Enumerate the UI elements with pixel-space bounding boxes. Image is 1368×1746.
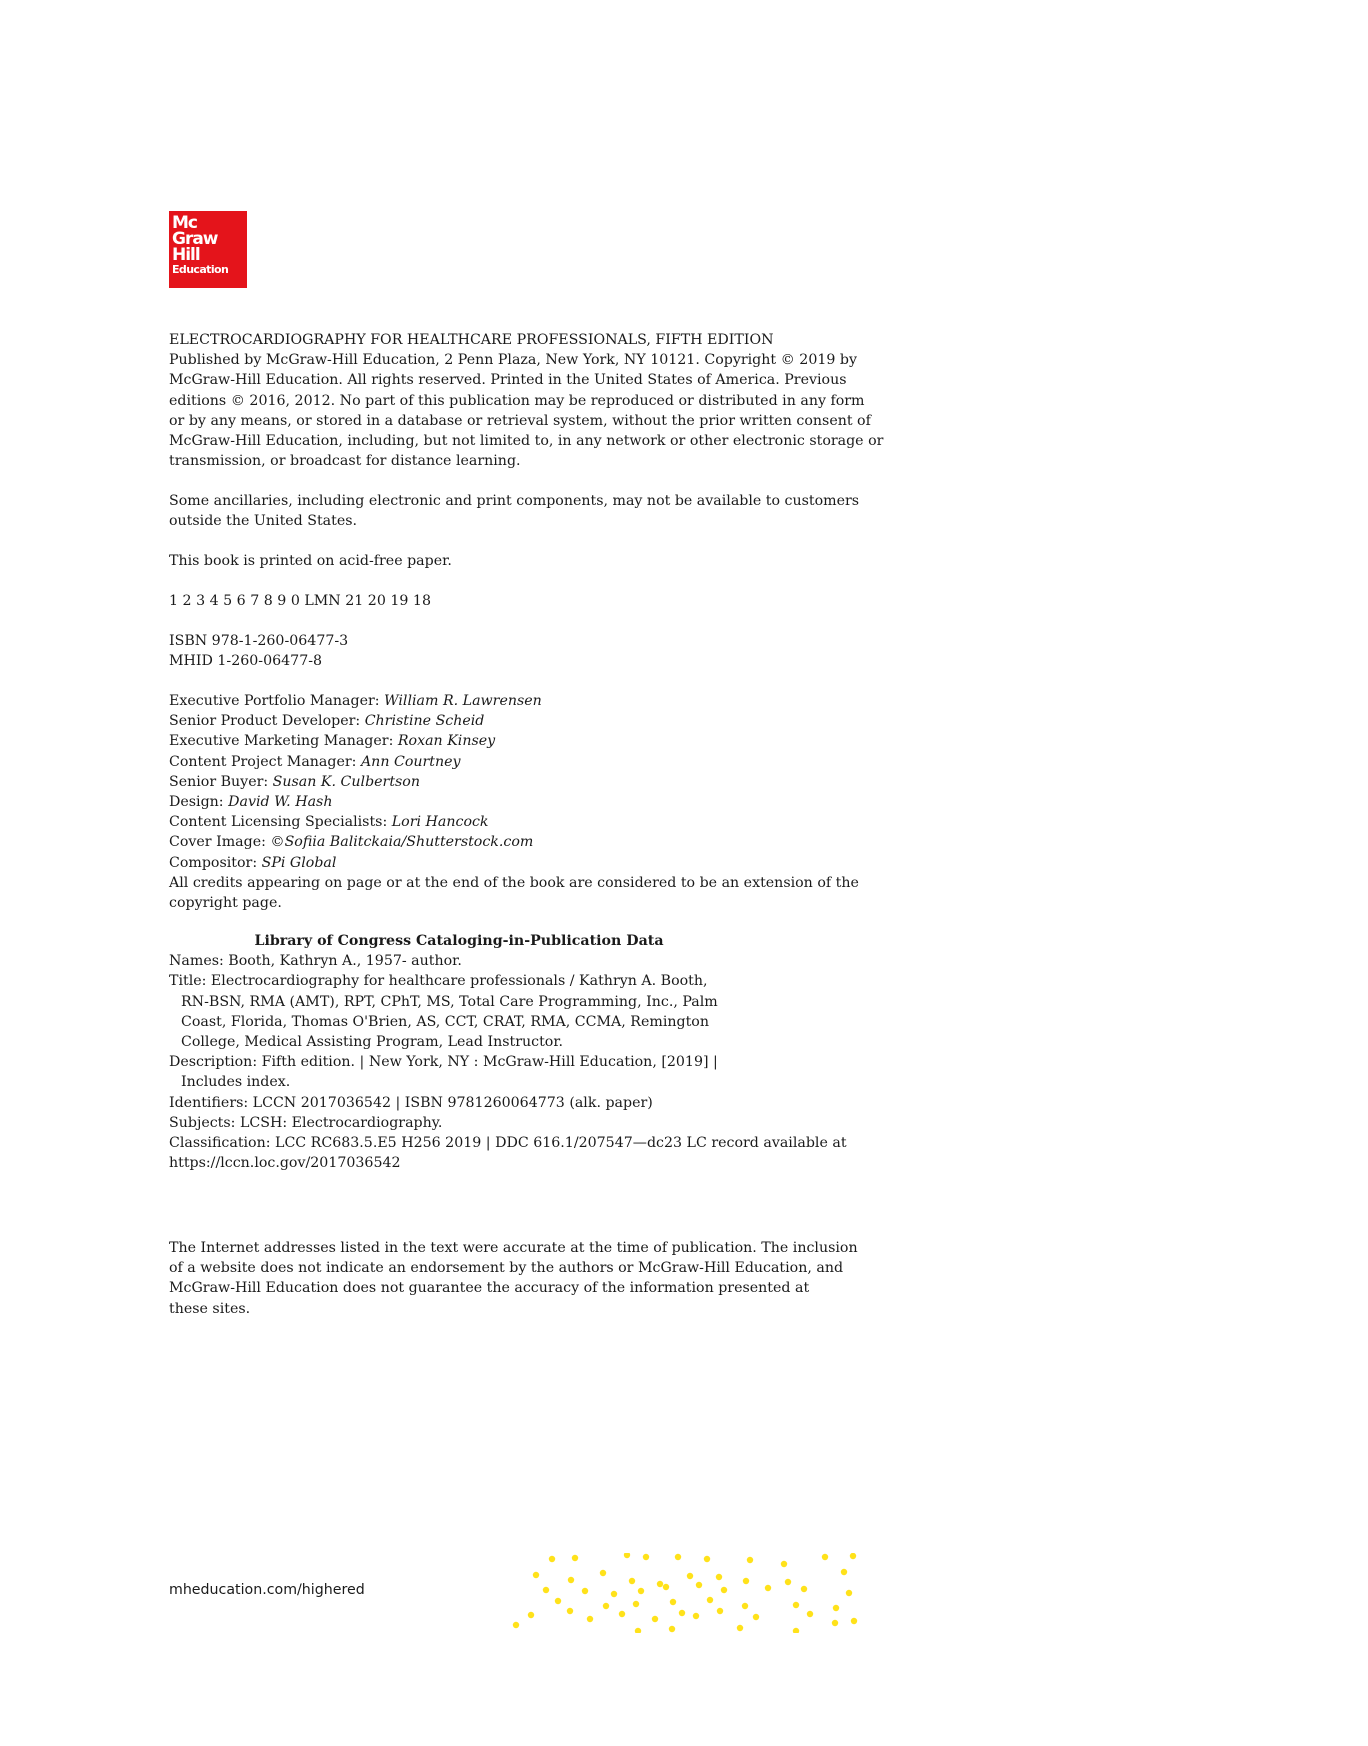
logo-line-3: Hill — [172, 245, 200, 265]
decorative-dot — [822, 1554, 828, 1560]
decorative-dot — [704, 1556, 710, 1562]
decorative-dot — [657, 1581, 663, 1587]
credit-name: Susan K. Culbertson — [272, 773, 420, 790]
decorative-dot — [801, 1586, 807, 1592]
copyright-line: or by any means, or stored in a database or retrieval system, without the prior written consent of — [169, 412, 871, 429]
decorative-dot — [785, 1579, 791, 1585]
internet-note-line: McGraw-Hill Education does not guarantee the accuracy of the information presented at — [169, 1280, 810, 1297]
credit-role: Cover Image: © — [169, 834, 285, 851]
decorative-dot — [846, 1590, 852, 1596]
credit-name: Sofiia Balitckaia/Shutterstock.com — [284, 834, 534, 851]
cip-names: Names: Booth, Kathryn A., 1957- author. — [169, 953, 462, 970]
copyright-line: McGraw-Hill Education. All rights reserved. Printed in the United States of America. Previous — [169, 372, 847, 389]
ancillaries-line: outside the United States. — [169, 513, 358, 530]
decorative-dot — [742, 1603, 748, 1609]
decorative-dot — [850, 1553, 856, 1559]
decorative-dot — [629, 1578, 635, 1584]
decorative-dot — [693, 1613, 699, 1619]
ancillaries-line: Some ancillaries, including electronic and print components, may not be available to customers — [169, 493, 860, 509]
credit-line — [169, 832, 909, 852]
logo-line-1: Mc — [172, 213, 197, 233]
copyright-line: McGraw-Hill Education, including, but not limited to, in any network or other electronic storage or — [169, 433, 884, 450]
credit-line — [169, 752, 909, 772]
credit-name: Lori Hancock — [391, 814, 489, 831]
decorative-dot — [753, 1614, 759, 1620]
decorative-dot — [707, 1597, 713, 1603]
decorative-dot — [638, 1588, 644, 1594]
decorative-dot — [603, 1603, 609, 1609]
decorative-dot — [567, 1608, 573, 1614]
decorative-dot — [635, 1628, 641, 1633]
internet-note-line: of a website does not indicate an endorsement by the authors or McGraw-Hill Education, and — [169, 1260, 844, 1277]
credit-role: Content Project Manager: — [169, 753, 361, 770]
internet-note-line: these sites. — [169, 1300, 251, 1317]
book-title-line: ELECTROCARDIOGRAPHY FOR HEALTHCARE PROFESSIONALS, FIFTH EDITION — [169, 332, 774, 348]
logo-line-4: Education — [172, 263, 229, 276]
credit-name: Roxan Kinsey — [397, 733, 496, 750]
cip-heading: Library of Congress Cataloging-in-Publication Data — [254, 933, 664, 949]
decorative-dot — [549, 1556, 555, 1562]
decorative-dot — [669, 1626, 675, 1632]
credit-name: David W. Hash — [228, 794, 333, 811]
decorative-dot — [568, 1577, 574, 1583]
credit-role: Compositor: — [169, 854, 262, 871]
cip-data-block — [169, 931, 909, 1173]
mhid-text: MHID 1-260-06477-8 — [169, 653, 323, 670]
internet-note — [169, 1238, 909, 1319]
cip-title-line: College, Medical Assisting Program, Lead Instructor. — [181, 1034, 564, 1051]
decorative-dot — [533, 1572, 539, 1578]
decorative-dot — [582, 1588, 588, 1594]
decorative-dot — [721, 1587, 727, 1593]
decorative-dot — [743, 1578, 749, 1584]
cip-classification-line: Classification: LCC RC683.5.E5 H256 2019 | DDC 616.1/207547—dc23 LC record available at — [169, 1135, 847, 1152]
credit-line — [169, 853, 909, 873]
paper-note-text: This book is printed on acid-free paper. — [169, 553, 452, 569]
decorative-dot — [765, 1585, 771, 1591]
copyright-line: Published by McGraw-Hill Education, 2 Penn Plaza, New York, NY 10121. Copyright © 2019 by — [169, 352, 858, 369]
decorative-dot — [793, 1602, 799, 1608]
decorative-dot — [513, 1622, 519, 1628]
credit-line — [169, 812, 909, 832]
decorative-dot — [663, 1584, 669, 1590]
cip-subjects: Subjects: LCSH: Electrocardiography. — [169, 1114, 443, 1131]
cip-classification-line: https://lccn.loc.gov/2017036542 — [169, 1155, 401, 1172]
decorative-dot — [600, 1570, 606, 1576]
decorative-dot — [687, 1573, 693, 1579]
credit-name: Christine Scheid — [364, 713, 485, 730]
credit-role: Executive Marketing Manager: — [169, 733, 398, 750]
cip-title-line: Coast, Florida, Thomas O'Brien, AS, CCT, CRAT, RMA, CCMA, Remington — [181, 1013, 709, 1030]
decorative-dot — [832, 1620, 838, 1626]
decorative-dot — [611, 1591, 617, 1597]
print-line-text: 1 2 3 4 5 6 7 8 9 0 LMN 21 20 19 18 — [169, 593, 431, 609]
decorative-dot — [696, 1582, 702, 1588]
cip-title-line: RN-BSN, RMA (AMT), RPT, CPhT, MS, Total Care Programming, Inc., Palm — [181, 993, 718, 1010]
decorative-dot — [717, 1608, 723, 1614]
credit-role: Content Licensing Specialists: — [169, 814, 392, 831]
credits-list — [169, 691, 909, 913]
decorative-dot-pattern — [510, 1553, 870, 1633]
decorative-dot — [543, 1587, 549, 1593]
decorative-dot — [675, 1554, 681, 1560]
credit-line — [169, 711, 909, 731]
decorative-dot — [679, 1610, 685, 1616]
print-line — [169, 591, 909, 611]
decorative-dot — [793, 1628, 799, 1633]
internet-note-line: The Internet addresses listed in the text were accurate at the time of publication. The inclusion — [169, 1240, 858, 1256]
credit-line — [169, 691, 909, 711]
credit-role: Design: — [169, 794, 229, 811]
decorative-dot — [572, 1555, 578, 1561]
credit-role: Senior Buyer: — [169, 773, 273, 790]
credit-name: Ann Courtney — [360, 753, 461, 770]
decorative-dot — [716, 1574, 722, 1580]
credit-line — [169, 772, 909, 792]
paper-note — [169, 551, 909, 571]
decorative-dot — [737, 1625, 743, 1631]
decorative-dot — [624, 1553, 630, 1558]
credits-note-line: copyright page. — [169, 895, 282, 912]
cip-identifiers: Identifiers: LCCN 2017036542 | ISBN 9781260064773 (alk. paper) — [169, 1094, 653, 1111]
decorative-dot — [851, 1618, 857, 1624]
decorative-dot — [587, 1616, 593, 1622]
credit-line — [169, 731, 909, 751]
credit-name: SPi Global — [261, 854, 337, 871]
decorative-dot — [555, 1598, 561, 1604]
credit-role: Senior Product Developer: — [169, 713, 365, 730]
decorative-dot — [841, 1569, 847, 1575]
decorative-dot — [643, 1554, 649, 1560]
cip-description-line: Description: Fifth edition. | New York, NY : McGraw-Hill Education, [2019] | — [169, 1054, 718, 1071]
decorative-dot — [619, 1611, 625, 1617]
isbn-text: ISBN 978-1-260-06477-3 — [169, 633, 349, 649]
decorative-dot — [633, 1601, 639, 1607]
cip-description-line: Includes index. — [181, 1074, 291, 1091]
copyright-notice — [169, 330, 909, 471]
credits-note-line: All credits appearing on page or at the end of the book are considered to be an extension of the — [169, 874, 859, 891]
decorative-dot — [528, 1612, 534, 1618]
decorative-dot — [833, 1605, 839, 1611]
credit-line — [169, 792, 909, 812]
decorative-dot — [807, 1611, 813, 1617]
logo-line-2: Graw — [172, 229, 218, 249]
credit-role: Executive Portfolio Manager: — [169, 693, 385, 709]
decorative-dot — [747, 1557, 753, 1563]
credit-name: William R. Lawrensen — [384, 693, 542, 709]
ancillaries-note — [169, 491, 909, 531]
identifiers-block — [169, 631, 909, 671]
mcgraw-hill-education-logo — [169, 211, 247, 288]
decorative-dot — [781, 1561, 787, 1567]
cip-title-line: Title: Electrocardiography for healthcare professionals / Kathryn A. Booth, — [169, 973, 708, 990]
footer-url: mheducation.com/highered — [169, 1582, 365, 1598]
copyright-line: transmission, or broadcast for distance learning. — [169, 453, 521, 470]
decorative-dot — [670, 1599, 676, 1605]
decorative-dot — [652, 1616, 658, 1622]
copyright-line: editions © 2016, 2012. No part of this publication may be reproduced or distributed in any form — [169, 392, 865, 409]
